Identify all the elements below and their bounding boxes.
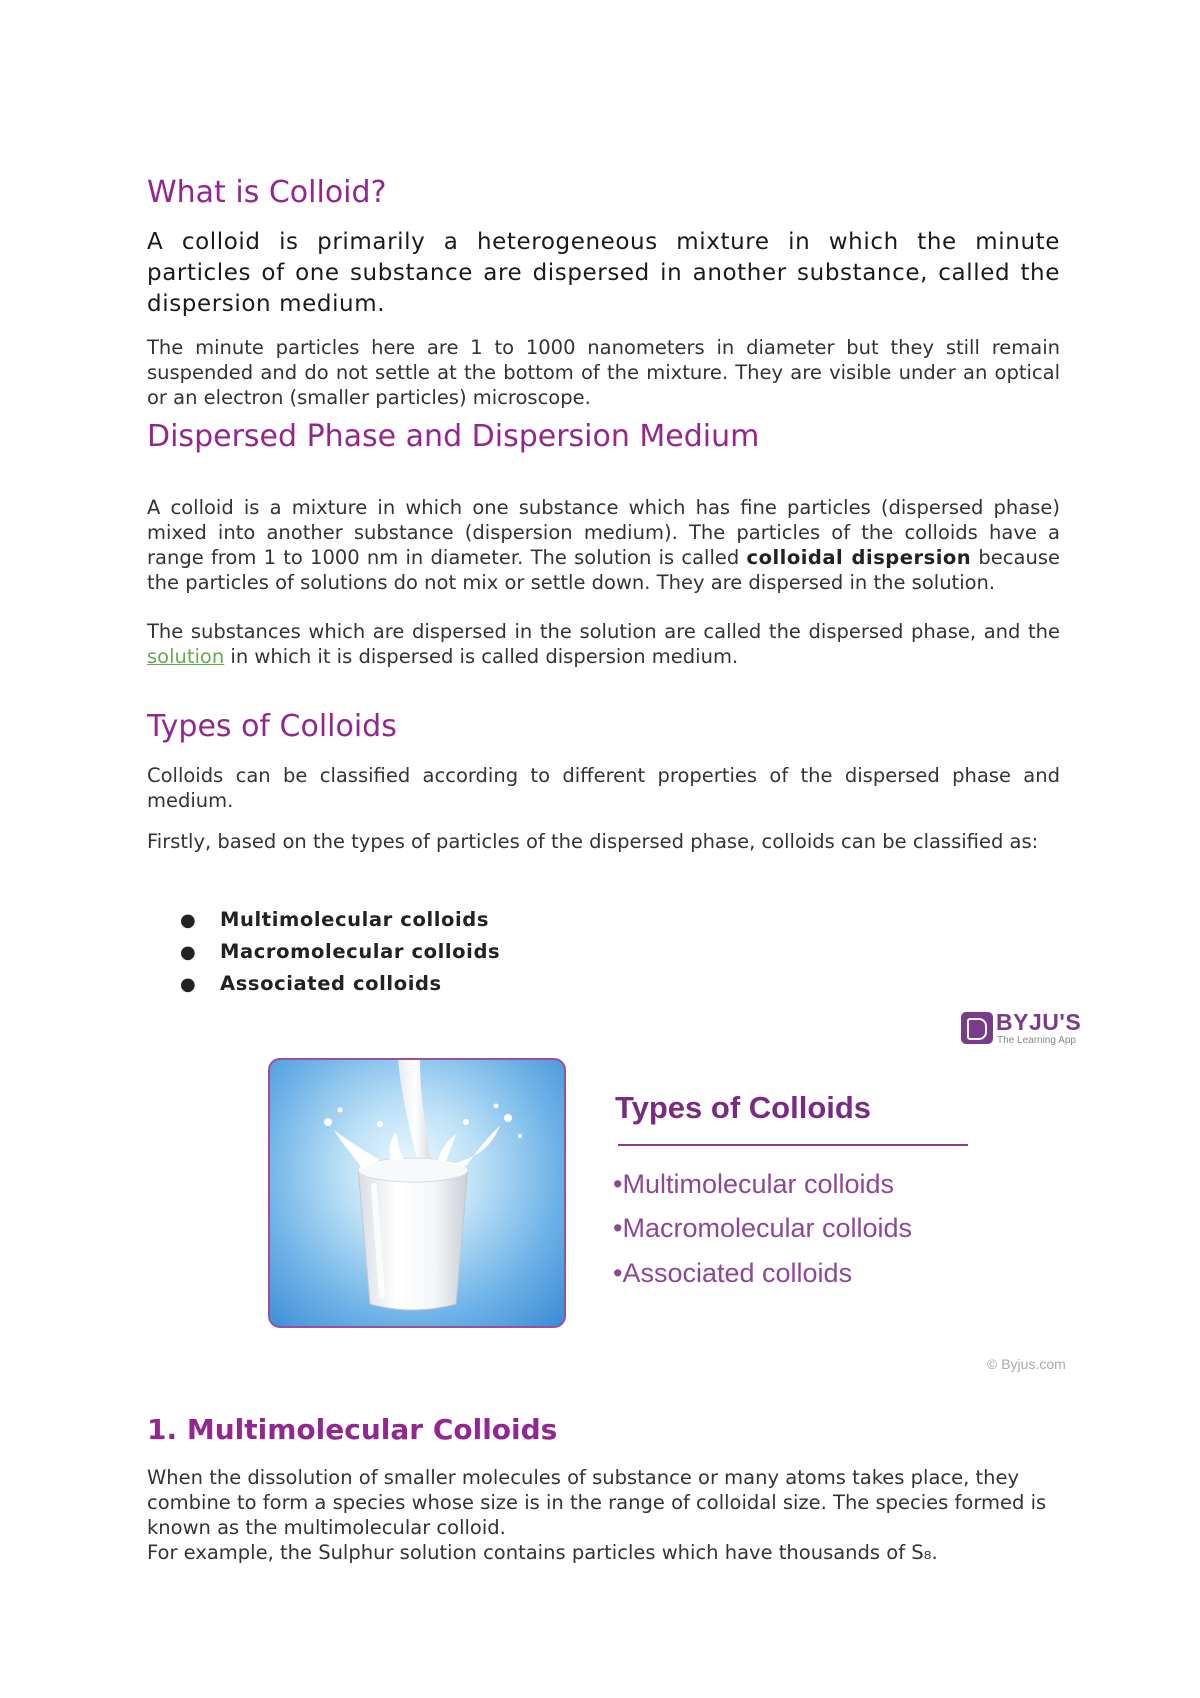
paragraph-particle-size: The minute particles here are 1 to 1000 nanometers in diameter but they still remain suspended and do not settle at the bottom of the mixture. They are visible under an optical or an electron (smaller particles) microscope. bbox=[147, 336, 1060, 409]
bullet-icon: ● bbox=[180, 974, 197, 995]
heading-multimolecular-colloids: 1. Multimolecular Colloids bbox=[147, 1413, 558, 1446]
figure-title: Types of Colloids bbox=[615, 1090, 872, 1125]
list-item bbox=[180, 968, 500, 1000]
paragraph-dispersion-text-2: because the particles of solutions do not mix or settle down. They are dispersed in the solution. bbox=[147, 546, 1060, 594]
heading-dispersed-phase: Dispersed Phase and Dispersion Medium bbox=[147, 419, 760, 454]
byjus-logo-subtitle: The Learning App bbox=[997, 1035, 1076, 1046]
bullet-icon: ● bbox=[180, 910, 197, 931]
heading-what-is-colloid: What is Colloid? bbox=[147, 175, 387, 210]
list-item bbox=[180, 904, 500, 936]
paragraph-classification: Colloids can be classified according to different properties of the dispersed phase and medium. bbox=[147, 764, 1060, 812]
milk-glass-icon bbox=[270, 1060, 564, 1326]
figure-credit: © Byjus.com bbox=[987, 1356, 1066, 1372]
byjus-logo-text: BYJU'S bbox=[996, 1009, 1082, 1035]
list-item-label: Multimolecular colloids bbox=[220, 908, 490, 931]
list-item-label: Associated colloids bbox=[220, 972, 442, 995]
paragraph-dispersion-text-1: A colloid is a mixture in which one substance which has fine particles (dispersed phase) mixed into another substance (dispersion medium). The particles of the colloids have a range from 1 to 1000 nm in diameter. The solution is called bbox=[147, 496, 1060, 569]
milk-splash bbox=[334, 1130, 380, 1168]
milk-stream bbox=[398, 1060, 432, 1172]
figure-item-multimolecular: •Multimolecular colloids bbox=[613, 1169, 895, 1199]
list-item-label: Macromolecular colloids bbox=[220, 940, 501, 963]
paragraph-dispersion bbox=[147, 495, 1060, 595]
milk-glass-image bbox=[268, 1058, 566, 1328]
figure-item-associated: •Associated colloids bbox=[613, 1258, 853, 1288]
byjus-logo-icon bbox=[961, 1012, 993, 1044]
paragraph-dispersed-phase-medium bbox=[147, 619, 1060, 669]
list-item bbox=[180, 936, 500, 968]
figure-item-macromolecular: •Macromolecular colloids bbox=[613, 1213, 913, 1243]
colloid-types-list bbox=[180, 904, 500, 1000]
heading-types-of-colloids: Types of Colloids bbox=[147, 709, 397, 744]
paragraph-phase-text-2: in which it is dispersed is called dispersion medium. bbox=[224, 645, 739, 668]
paragraph-particle-types: Firstly, based on the types of particles of the dispersed phase, colloids can be classified as: bbox=[147, 830, 1039, 853]
paragraph-phase-text-1: The substances which are dispersed in the solution are called the dispersed phase, and the bbox=[147, 620, 1060, 643]
solution-link[interactable]: solution bbox=[147, 645, 225, 668]
paragraph-multimolecular: When the dissolution of smaller molecules of substance or many atoms takes place, they combine to form a species whose size is in the range of colloidal size. The species formed is known as the multimolecular colloid. bbox=[147, 1466, 1047, 1539]
lead-paragraph: A colloid is primarily a heterogeneous mixture in which the minute particles of one substance are dispersed in another substance, called the dispersion medium. bbox=[147, 229, 1060, 317]
colloidal-dispersion-bold: colloidal dispersion bbox=[746, 546, 972, 569]
paragraph-sulphur-example: For example, the Sulphur solution contains particles which have thousands of S₈. bbox=[147, 1541, 938, 1564]
figure-divider bbox=[618, 1144, 968, 1146]
bullet-icon: ● bbox=[180, 942, 197, 963]
